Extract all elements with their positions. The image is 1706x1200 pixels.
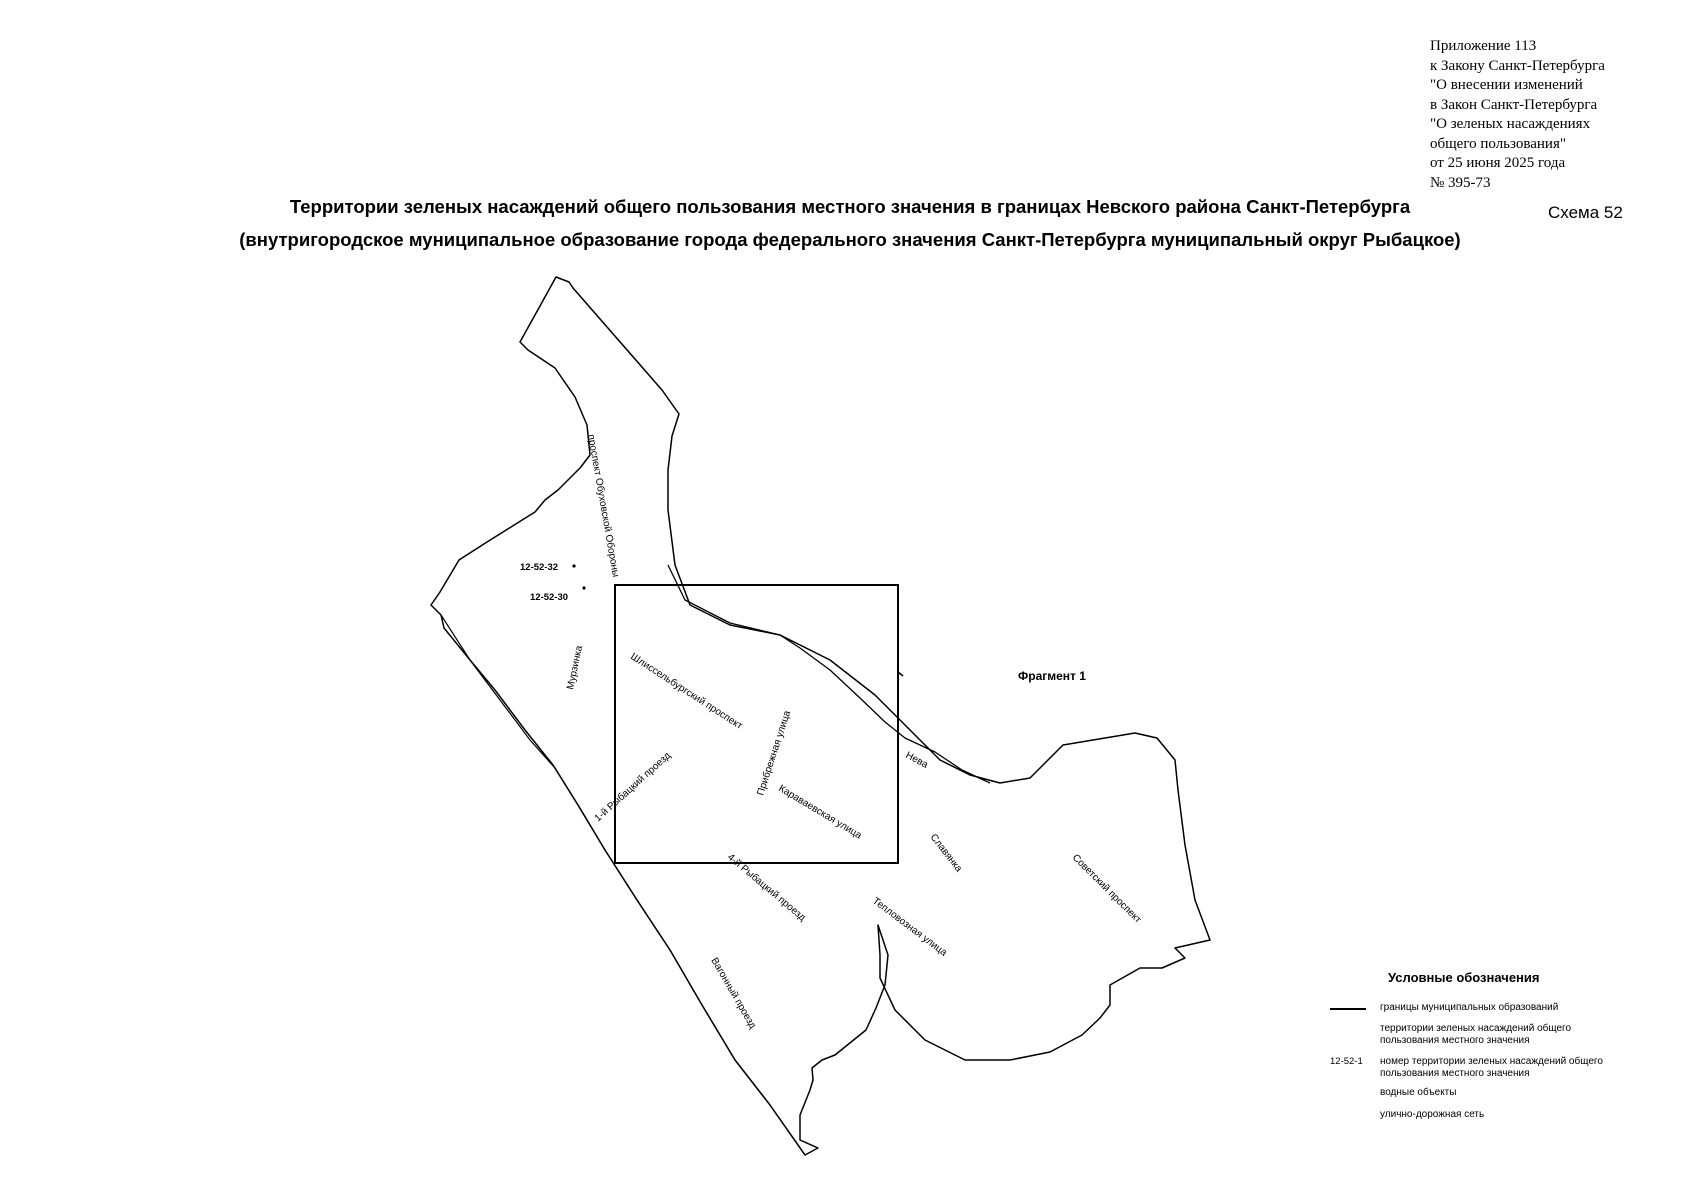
marker-dot [582, 586, 585, 589]
marker-dot [572, 564, 575, 567]
neva-riverbank [668, 565, 990, 783]
legend-text: территории зеленых насаждений общего пользования местного значения [1380, 1023, 1572, 1046]
street-label-karavaevskaya: Караваевская улица [776, 783, 864, 842]
municipal-boundary [431, 277, 1210, 1155]
legend-text: улично-дорожная сеть [1380, 1109, 1485, 1120]
green-zone-symbol [1330, 1023, 1366, 1035]
fragment-label: Фрагмент 1 [1018, 669, 1086, 683]
appendix-line: № 395-73 [1430, 174, 1491, 191]
appendix-line: "О внесении изменений [1430, 77, 1583, 93]
map-title: Территории зеленых насаждений общего пользования местного значения в границах Невского района Санкт-Петербурга [289, 196, 1411, 217]
road-symbol [1330, 1109, 1366, 1121]
street-label-vagonny: Вагонный проезд [708, 956, 758, 1031]
fragment-frame [615, 585, 898, 863]
street-label-ryb4: 4-й Рыбацкий проезд [725, 851, 808, 924]
boundary-line-symbol [1330, 1008, 1366, 1010]
street-label-ryb1: 1-й Рыбацкий проезд [592, 750, 674, 825]
appendix-line: в Закон Санкт-Петербурга [1430, 96, 1598, 113]
street-label-sovetsky: Советский проспект [1069, 852, 1144, 926]
appendix-line: "О зеленых насаждениях [1430, 116, 1591, 132]
street-label-murzinka: Мурзинка [565, 644, 586, 691]
appendix-line: Приложение 113 [1430, 38, 1537, 54]
legend-text: границы муниципальных образований [1380, 1002, 1559, 1013]
water-symbol [1330, 1087, 1366, 1099]
street-label-slavyanka: Славянка [927, 832, 964, 875]
street-label-teplovoznaya: Тепловозная улица [870, 895, 949, 959]
street-label-neva: Нева [903, 749, 930, 771]
zone-code-label: 12-52-32 [520, 562, 559, 573]
legend-text: номер территории зеленых насаждений общего пользования местного значения [1380, 1056, 1603, 1079]
appendix-line: к Закону Санкт-Петербурга [1430, 57, 1605, 74]
zone-number-symbol: 12-52-1 [1330, 1056, 1363, 1067]
legend-text: водные объекты [1380, 1087, 1457, 1098]
zone-code-label: 12-52-30 [530, 592, 569, 603]
street-label-pribrezhnaya: Прибрежная улица [755, 709, 794, 797]
street-label-obukhovskoy: проспект Обуховской Обороны [585, 433, 621, 578]
appendix-line: общего пользования" [1430, 135, 1566, 152]
legend-title: Условные обозначения [1388, 970, 1540, 985]
rail-line [441, 615, 805, 1155]
appendix-line: от 25 июня 2025 года [1430, 155, 1566, 171]
map-subtitle: (внутригородское муниципальное образование города федерального значения Санкт-Петербурга муниципальный округ Рыбацкое) [239, 229, 1461, 250]
scheme-number: Схема 52 [1548, 203, 1623, 222]
street-label-shlisselburgsky: Шлиссельбургский проспект [628, 651, 745, 732]
